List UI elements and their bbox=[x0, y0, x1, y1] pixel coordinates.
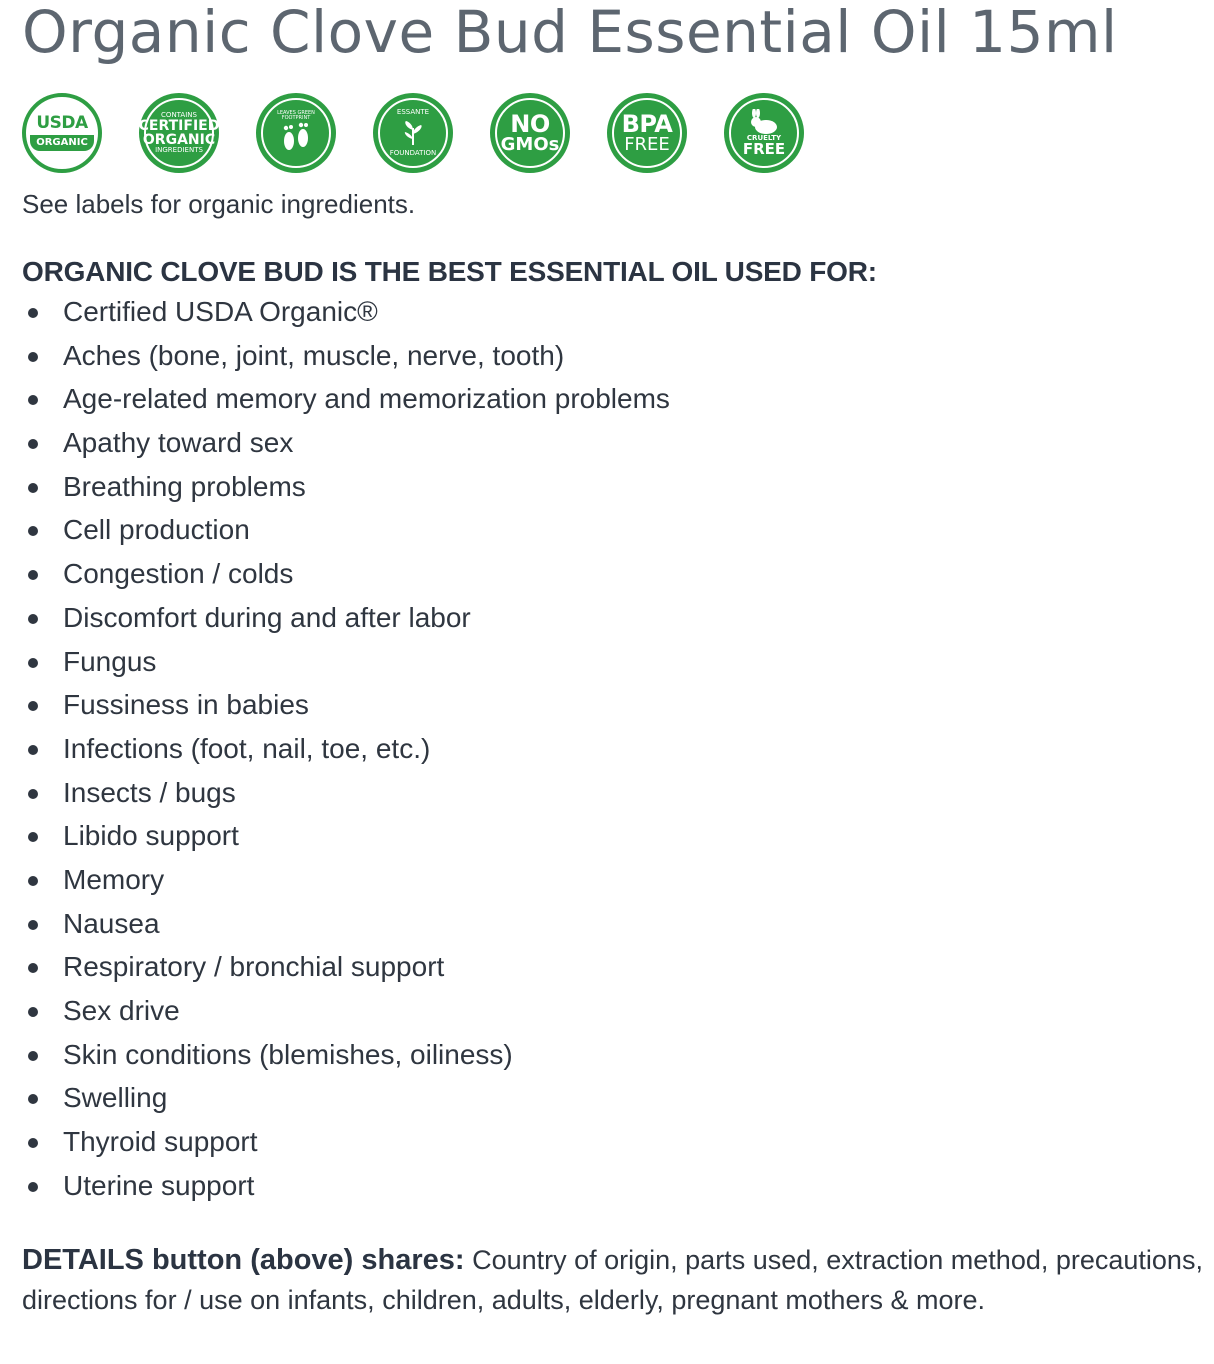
list-item: Memory bbox=[22, 858, 670, 902]
list-item: Uterine support bbox=[22, 1164, 670, 1208]
details-lead: DETAILS button (above) shares: bbox=[22, 1244, 465, 1276]
uses-heading: ORGANIC CLOVE BUD IS THE BEST ESSENTIAL OIL USED FOR: bbox=[22, 256, 877, 287]
uses-list bbox=[22, 290, 670, 1207]
cruelty-free-badge bbox=[724, 93, 804, 173]
details-note bbox=[22, 1240, 1207, 1320]
bpa-badge-line1: BPA bbox=[621, 110, 673, 138]
list-item: Discomfort during and after labor bbox=[22, 596, 670, 640]
usda-organic-badge bbox=[22, 93, 102, 173]
list-item: Libido support bbox=[22, 814, 670, 858]
organic-ingredients-note: See labels for organic ingredients. bbox=[22, 189, 416, 219]
list-item: Apathy toward sex bbox=[22, 421, 670, 465]
nongmo-badge-line2: GMOs bbox=[500, 134, 560, 155]
list-item: Respiratory / bronchial support bbox=[22, 945, 670, 989]
cruelty-badge-line: FREE bbox=[742, 140, 786, 158]
essante-badge-ring-top: ESSANTE bbox=[396, 108, 430, 116]
cruelty-badge-small: CRUELTY bbox=[746, 134, 782, 142]
certified-badge-line1: CERTIFIED bbox=[138, 118, 220, 134]
bpa-free-badge bbox=[607, 93, 687, 173]
leaf-icon bbox=[398, 118, 428, 148]
list-item: Certified USDA Organic® bbox=[22, 290, 670, 334]
footprint-badge-ring-text: LEAVES GREEN FOOTPRINT bbox=[277, 110, 315, 121]
list-item: Swelling bbox=[22, 1076, 670, 1120]
list-item: Breathing problems bbox=[22, 465, 670, 509]
rabbit-icon bbox=[746, 109, 782, 135]
list-item: Age-related memory and memorization problems bbox=[22, 377, 670, 421]
footprint-icon bbox=[276, 121, 316, 155]
essante-foundation-badge bbox=[373, 93, 453, 173]
certified-badge-small-bottom: INGREDIENTS bbox=[155, 146, 203, 154]
certified-organic-badge bbox=[139, 93, 219, 173]
list-item: Thyroid support bbox=[22, 1120, 670, 1164]
list-item: Fungus bbox=[22, 640, 670, 684]
list-item: Aches (bone, joint, muscle, nerve, tooth) bbox=[22, 334, 670, 378]
green-footprint-badge bbox=[256, 93, 336, 173]
nongmo-badge-line1: NO bbox=[510, 110, 550, 138]
list-item: Sex drive bbox=[22, 989, 670, 1033]
bpa-badge-line2: FREE bbox=[624, 134, 670, 155]
list-item: Fussiness in babies bbox=[22, 683, 670, 727]
list-item: Nausea bbox=[22, 902, 670, 946]
usda-badge-top: USDA bbox=[36, 113, 88, 133]
list-item: Congestion / colds bbox=[22, 552, 670, 596]
essante-badge-ring-bottom: FOUNDATION bbox=[389, 149, 437, 157]
product-title: Organic Clove Bud Essential Oil 15ml bbox=[22, 0, 1118, 66]
list-item: Insects / bugs bbox=[22, 771, 670, 815]
details-text: Country of origin, parts used, extraction method, precautions, directions for / use on infants, children, adults, elderly, pregnant mothers & more. bbox=[22, 1245, 1203, 1315]
certified-badge-small-top: CONTAINS bbox=[161, 111, 197, 119]
list-item: Cell production bbox=[22, 508, 670, 552]
usda-badge-bottom: ORGANIC bbox=[30, 135, 94, 151]
certification-badges bbox=[22, 93, 804, 173]
list-item: Infections (foot, nail, toe, etc.) bbox=[22, 727, 670, 771]
list-item: Skin conditions (blemishes, oiliness) bbox=[22, 1033, 670, 1077]
certified-badge-line2: ORGANIC bbox=[142, 132, 216, 148]
non-gmo-badge bbox=[490, 93, 570, 173]
